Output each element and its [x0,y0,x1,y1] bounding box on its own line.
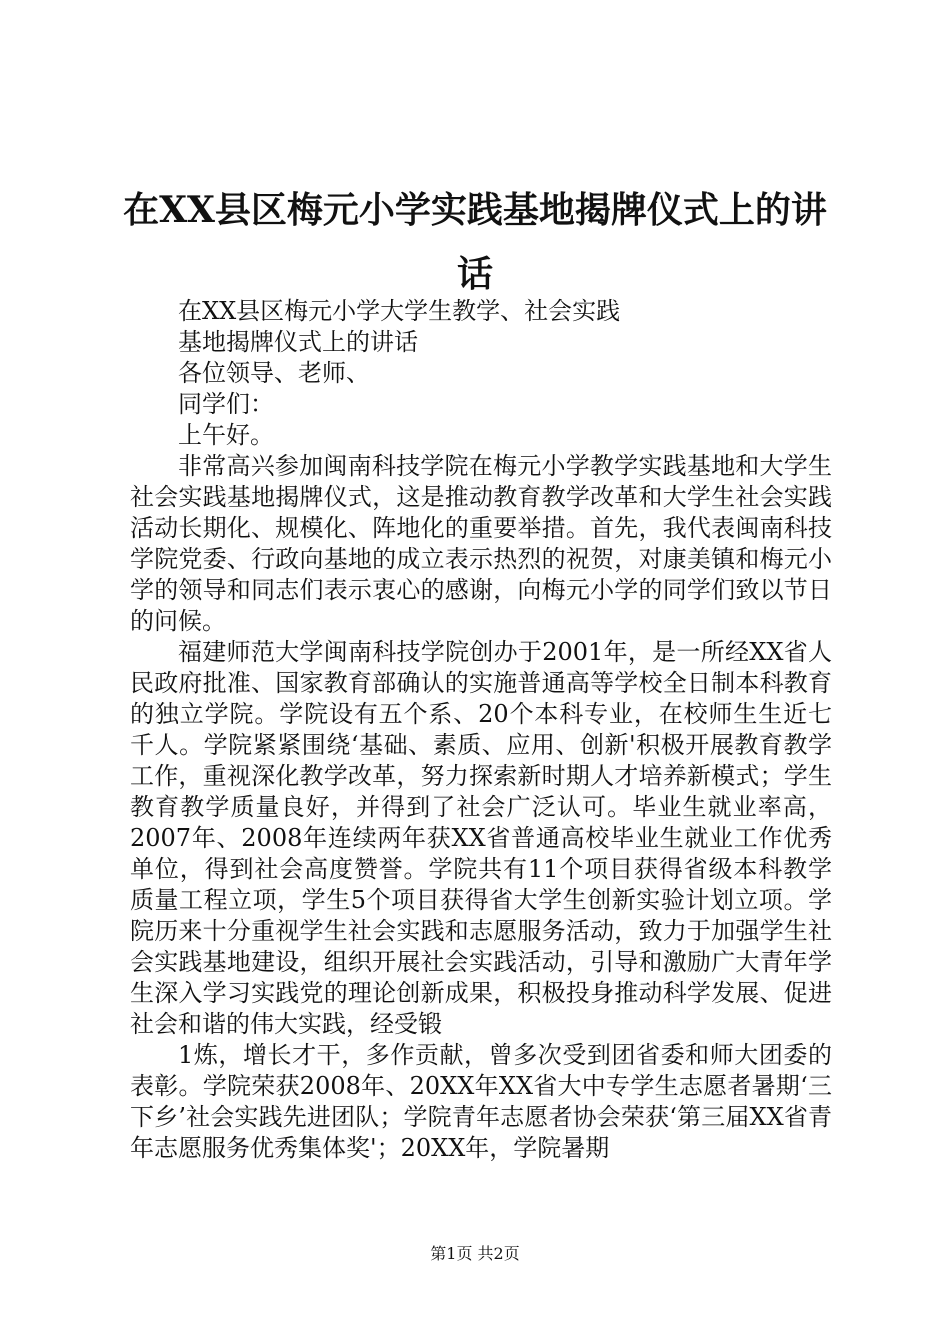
salutation: 各位领导、老师、 [178,359,370,387]
paragraph: 福建师范大学闽南科技学院创办于2001年，是一所经XX省人民政府批准、国家教育部确认的实施普通高等学校全日制本科教育的独立学院。学院设有五个系、20个本科专业，在校师生生近七千人。学院紧紧围绕‘基础、素质、应用、创新'积极开展教育教学工作，重视深化教学改革，努力探索新时期人才培养新模式；学生教育教学质量良好，并得到了社会广泛认可。毕业生就业率高，2007年、2008年连续两年获XX省普通高校毕业生就业工作优秀单位，得到社会高度赞誉。学院共有11个项目获得省级本科教学质量工程立项，学生5个项目获得省大学生创新实验计划立项。学院历来十分重视学生社会实践和志愿服务活动，致力于加强学生社会实践基地建设，组织开展社会实践活动，引导和激励广大青年学生深入学习实践党的理论创新成果，积极投身推动科学发展、促进社会和谐的伟大实践，经受锻 [130,638,832,1038]
document-body [130,296,832,1164]
paragraph: 1炼，增长才干，多作贡献，曾多次受到团省委和师大团委的表彰。学院荣获2008年、20XX年XX省大中专学生志愿者暑期‘三下乡’社会实践先进团队；学院青年志愿者协会荣获‘第三届XX省青年志愿服务优秀集体奖'；20XX年，学院暑期 [130,1041,832,1162]
document-title: 在XX县区梅元小学实践基地揭牌仪式上的讲话 [123,189,827,295]
greeting: 上午好。 [178,421,274,449]
salutation: 同学们： [178,390,274,418]
paragraph: 非常高兴参加闽南科技学院在梅元小学教学实践基地和大学生社会实践基地揭牌仪式，这是推动教育教学改革和大学生社会实践活动长期化、规模化、阵地化的重要举措。首先，我代表闽南科技学院党委、行政向基地的成立表示热烈的祝贺，对康美镇和梅元小学的领导和同志们表示衷心的感谢，向梅元小学的同学们致以节日的问候。 [130,452,832,635]
page-footer: 第1页 共2页 [430,1244,520,1263]
header-line: 在XX县区梅元小学大学生教学、社会实践 [178,297,621,325]
header-line: 基地揭牌仪式上的讲话 [178,328,418,356]
